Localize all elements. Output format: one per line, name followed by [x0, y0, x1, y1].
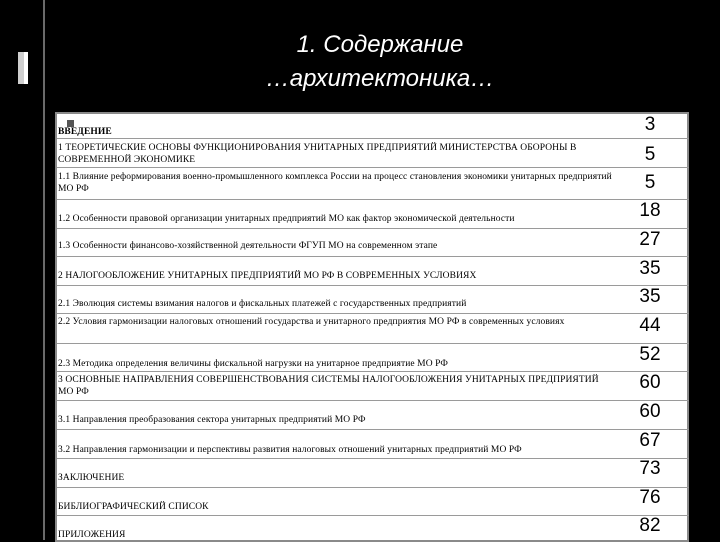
- toc-divider: [57, 256, 689, 257]
- page-number: 3: [644, 114, 656, 135]
- page-number: 5: [644, 144, 656, 165]
- toc-entry-section-3-2: 3.2 Направления гармонизации и перспективы развития налоговых отношений унитарных предприятий МО РФ: [58, 445, 522, 455]
- toc-entry-section-2-1: 2.1 Эволюция системы взимания налогов и фискальных платежей с государственных предприятий: [58, 299, 467, 309]
- page-number: 52: [639, 344, 661, 365]
- toc-entry-section-1-3: 1.3 Особенности финансово-хозяйственной деятельности ФГУП МО на современном этапе: [58, 241, 438, 251]
- toc-divider: [57, 371, 689, 372]
- page-number: 44: [639, 315, 661, 336]
- toc-divider: [57, 487, 689, 488]
- accent-bar-inner: [18, 52, 24, 84]
- toc-entry-section-2-2: 2.2 Условия гармонизации налоговых отношений государства и унитарного предприятия МО РФ в современных условиях: [58, 317, 565, 327]
- toc-entry-section-3-1: 3.1 Направления преобразования сектора унитарных предприятий МО РФ: [58, 415, 366, 425]
- toc-divider: [57, 343, 689, 344]
- page-number: 35: [639, 286, 661, 307]
- page-number: 35: [639, 258, 661, 279]
- toc-entry-bibliography: БИБЛИОГРАФИЧЕСКИЙ СПИСОК: [58, 502, 209, 512]
- toc-divider: [57, 285, 689, 286]
- toc-entry-conclusion: ЗАКЛЮЧЕНИЕ: [58, 473, 125, 483]
- toc-entry-section-1-1: 1.1 Влияние реформирования военно-промышленного комплекса России на процесс становления экономики унитарных предприятий МО РФ: [58, 172, 612, 194]
- toc-divider: [57, 167, 689, 168]
- toc-entry-chapter-2: 2 НАЛОГООБЛОЖЕНИЕ УНИТАРНЫХ ПРЕДПРИЯТИЙ МО РФ В СОВРЕМЕННЫХ УСЛОВИЯХ: [58, 271, 477, 281]
- page-number: 76: [639, 487, 661, 508]
- title-line-1: 1. Содержание: [296, 31, 464, 58]
- title-line-2: …архитектоника…: [265, 65, 495, 92]
- page-number: 18: [639, 200, 661, 221]
- page-number: 82: [639, 515, 661, 536]
- page-number: 5: [644, 172, 656, 193]
- page-number: 73: [639, 458, 661, 479]
- toc-divider: [57, 313, 689, 314]
- toc-divider: [57, 458, 689, 459]
- toc-divider: [57, 228, 689, 229]
- page-number: 60: [639, 372, 661, 393]
- slide-title: [180, 28, 580, 96]
- page-number: 27: [639, 229, 661, 250]
- left-border-line: [43, 0, 45, 540]
- toc-entry-appendices: ПРИЛОЖЕНИЯ: [58, 530, 126, 540]
- toc-divider: [57, 138, 689, 139]
- toc-entry-intro: ВВЕДЕНИЕ: [58, 127, 112, 137]
- toc-divider: [57, 199, 689, 200]
- toc-entry-section-1-2: 1.2 Особенности правовой организации унитарных предприятий МО как фактор экономической деятельности: [58, 214, 515, 224]
- toc-entry-chapter-3: 3 ОСНОВНЫЕ НАПРАВЛЕНИЯ СОВЕРШЕНСТВОВАНИЯ СИСТЕМЫ НАЛОГООБЛОЖЕНИЯ УНИТАРНЫХ ПРЕДПРИЯТИЙ МО РФ: [58, 375, 599, 397]
- toc-divider: [57, 515, 689, 516]
- toc-divider: [57, 400, 689, 401]
- page-number: 60: [639, 401, 661, 422]
- toc-entry-chapter-1: 1 ТЕОРЕТИЧЕСКИЕ ОСНОВЫ ФУНКЦИОНИРОВАНИЯ УНИТАРНЫХ ПРЕДПРИЯТИЙ МИНИСТЕРСТВА ОБОРОНЫ В СОВРЕМЕННОЙ ЭКОНОМИКЕ: [58, 143, 577, 165]
- toc-entry-section-2-3: 2.3 Методика определения величины фискальной нагрузки на унитарное предприятие МО РФ: [58, 359, 448, 369]
- toc-divider: [57, 429, 689, 430]
- page-number: 67: [639, 430, 661, 451]
